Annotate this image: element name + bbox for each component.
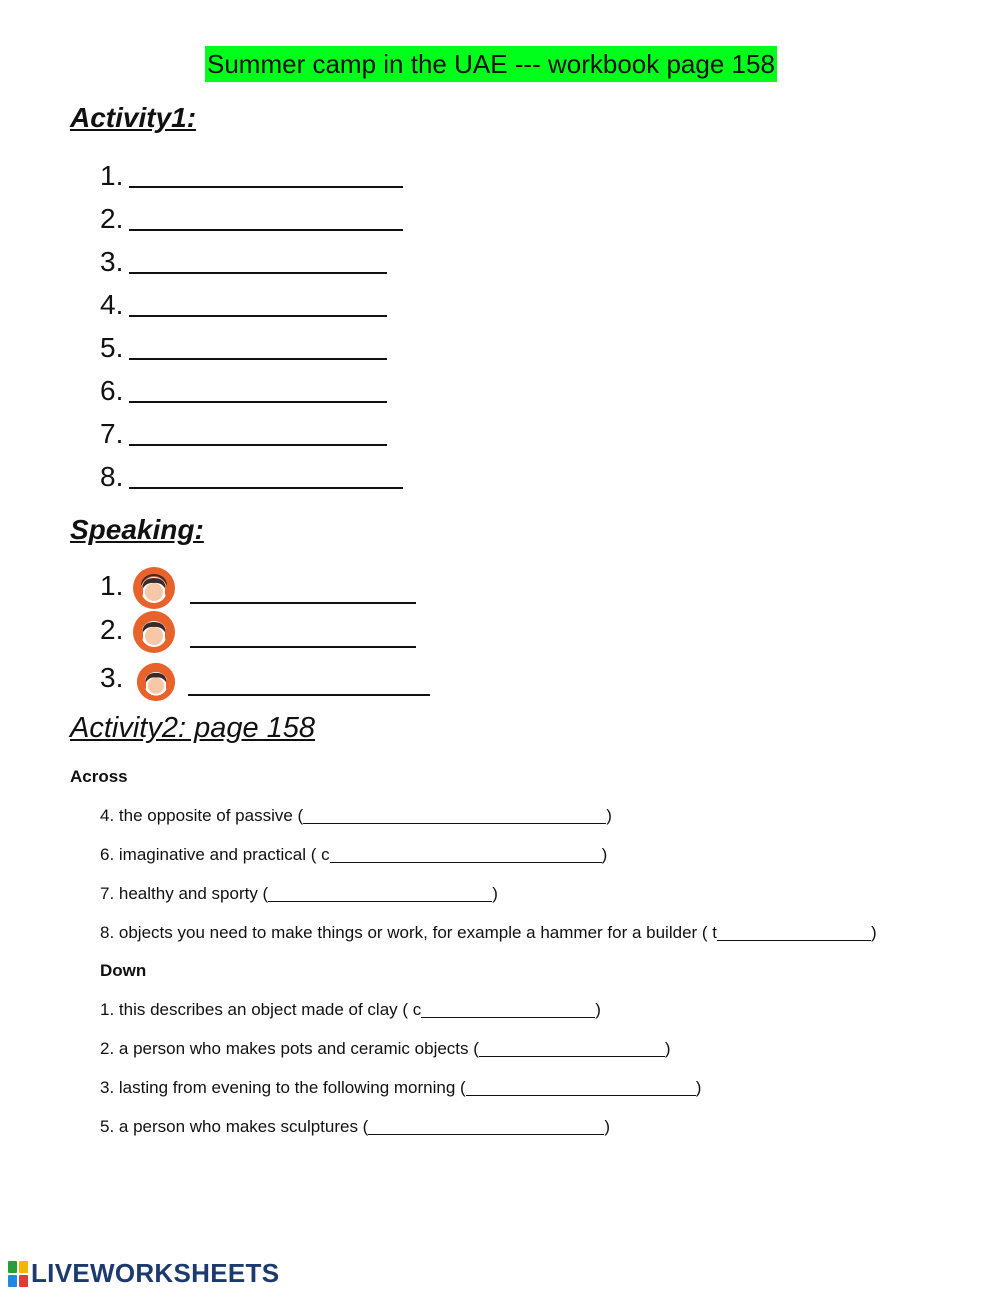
speaking-blank-1[interactable] [190,566,416,604]
activity1-heading: Activity1: [70,102,197,133]
speaking-item-3 [100,658,430,702]
logo-text: LIVEWORKSHEETS [31,1258,280,1288]
item-number: 3. [100,662,124,693]
speaking-blank-3[interactable] [188,658,430,696]
page-title: Summer camp in the UAE --- workbook page 158 [205,46,777,82]
answer-blank-3[interactable] [129,244,387,274]
answer-blank-8[interactable] [129,459,403,489]
speaking-blank-2[interactable] [190,610,416,648]
clue-close: ) [871,923,877,942]
liveworksheets-logo [8,1258,279,1290]
speaking-item-1 [100,566,416,610]
item-number: 8. [100,461,124,492]
item-number: 2. [100,614,124,645]
across-label: Across [70,767,128,786]
item-number: 2. [100,203,124,234]
activity1-item-6 [100,373,387,409]
clue-text: 8. objects you need to make things or work, for example a hammer for a builder ( t [100,923,718,942]
activity1-item-4 [100,287,387,323]
clue-close: ) [604,1117,611,1136]
across-clue-7 [100,882,498,906]
clue-text: 5. a person who makes sculptures ( [100,1117,369,1136]
clue-answer-blank[interactable] [717,921,871,941]
item-number: 7. [100,418,124,449]
clue-answer-blank[interactable] [330,843,602,863]
item-number: 3. [100,246,124,277]
activity2-heading: Activity2: page 158 [70,712,316,744]
clue-close: ) [601,845,608,864]
answer-blank-5[interactable] [129,330,387,360]
across-clue-8 [100,921,877,945]
clue-answer-blank[interactable] [479,1037,665,1057]
clue-close: ) [664,1039,671,1058]
down-clue-3 [100,1076,701,1100]
down-clue-1 [100,998,601,1022]
across-clue-6 [100,843,607,867]
activity1-item-5 [100,330,387,366]
clue-text: 2. a person who makes pots and ceramic objects ( [100,1039,479,1058]
clue-answer-blank[interactable] [368,1115,604,1135]
answer-blank-7[interactable] [129,416,387,446]
clue-text: 3. lasting from evening to the following morning ( [100,1078,466,1097]
clue-text: 4. the opposite of passive ( [100,806,304,825]
down-label: Down [100,961,147,980]
clue-answer-blank[interactable] [466,1076,696,1096]
item-number: 4. [100,289,124,320]
activity1-item-8 [100,459,403,495]
item-number: 5. [100,332,124,363]
clue-answer-blank[interactable] [268,882,492,902]
activity1-item-2 [100,201,403,237]
audio-headphones-icon[interactable] [136,662,176,702]
item-number: 1. [100,160,124,191]
clue-close: ) [492,884,498,903]
item-number: 6. [100,375,124,406]
clue-text: 6. imaginative and practical ( c [100,845,330,864]
clue-close: ) [606,806,612,825]
clue-answer-blank[interactable] [421,998,595,1018]
liveworksheets-logo-icon [8,1261,28,1287]
down-clue-5 [100,1115,610,1139]
answer-blank-2[interactable] [129,201,403,231]
clue-close: ) [695,1078,702,1097]
answer-blank-4[interactable] [129,287,387,317]
audio-headphones-icon[interactable] [132,610,176,654]
answer-blank-1[interactable] [129,158,403,188]
speaking-item-2 [100,610,416,654]
answer-blank-6[interactable] [129,373,387,403]
clue-text: 7. healthy and sporty ( [100,884,269,903]
down-clue-2 [100,1037,671,1061]
item-number: 1. [100,570,124,601]
clue-answer-blank[interactable] [303,804,606,824]
clue-text: 1. this describes an object made of clay ( c [100,1000,422,1019]
activity1-item-3 [100,244,387,280]
speaking-heading: Speaking: [70,514,204,545]
audio-headphones-icon[interactable] [132,566,176,610]
clue-close: ) [595,1000,601,1019]
activity1-item-1 [100,158,403,194]
across-clue-4 [100,804,612,828]
activity1-item-7 [100,416,387,452]
